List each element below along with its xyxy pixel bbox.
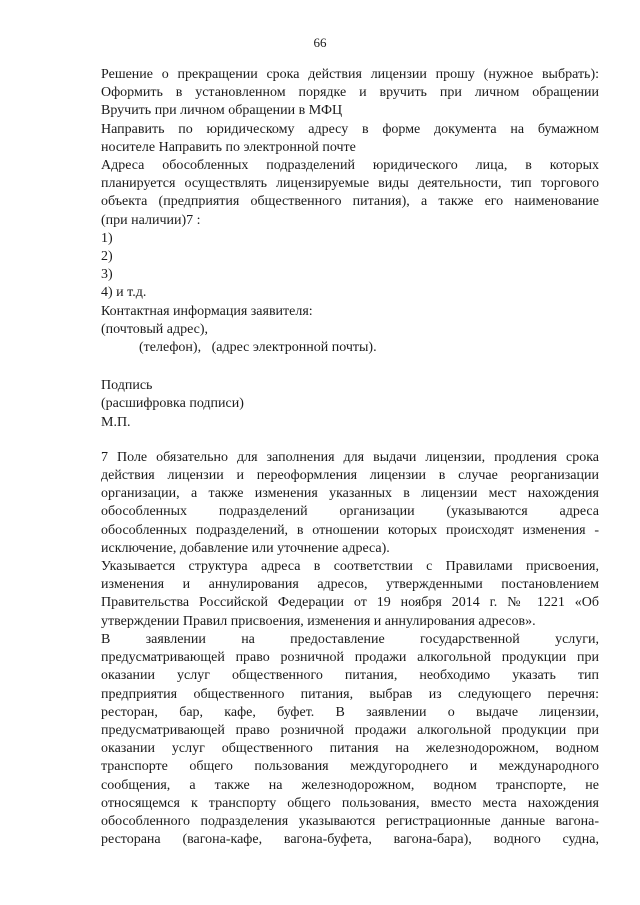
text-line: Направить по юридическому адресу в форме документа на бумажном: [101, 121, 599, 137]
list-item: 1): [101, 230, 113, 246]
text-line: (телефон), (адрес электронной почты).: [139, 340, 377, 356]
text-line: планируется осуществлять лицензируемые виды деятельности, тип торгового: [101, 176, 599, 192]
text-line: Решение о прекращении срока действия лицензии прошу (нужное выбрать):: [101, 67, 599, 82]
list-item: 2): [101, 249, 113, 265]
footnote-line: изменения и аннулирования адресов, утвержденными постановлением: [101, 577, 599, 593]
footnote-line: организации, а также изменения указанных в лицензии мест нахождения: [101, 486, 599, 502]
footnote-line: относящемся к транспорту общего пользования, вместо места нахождения: [101, 795, 599, 811]
footnote-line: сообщения, а также на железнодорожном, водном транспорте, не: [101, 777, 599, 793]
footnote-line: транспорте общего пользования междугороднего и международного: [101, 759, 599, 775]
text-line: Контактная информация заявителя:: [101, 303, 313, 319]
text-line: Адреса обособленных подразделений юридического лица, в которых: [101, 158, 599, 174]
text-line: (почтовый адрес),: [101, 321, 209, 337]
footnote-line: действия лицензии и переоформления лицензии в случае реорганизации: [101, 468, 599, 484]
text-line: Вручить при личном обращении в МФЦ: [101, 103, 343, 119]
document-body: [101, 66, 599, 849]
list-item: 4) и т.д.: [101, 285, 147, 301]
text-line: носителе Направить по электронной почте: [101, 139, 356, 155]
footnote-line: Правительства Российской Федерации от 19 ноября 2014 г. № 1221 «Об: [101, 595, 599, 611]
footnote-line: предусматривающей право розничной продажи алкогольной продукции при: [101, 650, 599, 666]
footnote-line: В заявлении на предоставление государственной услуги,: [101, 631, 599, 647]
text-line: (при наличии)7 :: [101, 212, 201, 228]
footnote-line: ресторана (вагона-кафе, вагона-буфета, вагона-бара), водного судна,: [101, 832, 599, 848]
text-line: Оформить в установленном порядке и вручить при личном обращении: [101, 85, 599, 101]
footnote-line: ресторан, бар, кафе, буфет. В заявлении о выдаче лицензии,: [101, 704, 599, 720]
footnote-line: предприятия общественного питания, выбрав из следующего перечня:: [101, 686, 599, 702]
footnote-line: утверждении Правил присвоения, изменения и аннулирования адресов».: [101, 613, 536, 629]
signature-decode: (расшифровка подписи): [101, 396, 244, 412]
footnote-line: обособленного подразделения указываются регистрационные данные вагона-: [101, 813, 599, 829]
footnote-line: Указывается структура адреса в соответствии с Правилами присвоения,: [101, 559, 599, 575]
footnote-line: предусматривающей право розничной продажи алкогольной продукции при: [101, 722, 599, 738]
footnote-line: исключение, добавление или уточнение адреса).: [101, 540, 390, 556]
signature-label: Подпись: [101, 378, 153, 394]
list-item: 3): [101, 267, 113, 283]
text-line: объекта (предприятия общественного питания), а также его наименование: [101, 194, 599, 210]
footnote-line: оказании услуг общественного питания на железнодорожном, водном: [101, 741, 599, 757]
stamp-label: М.П.: [101, 414, 131, 430]
footnote-line: обособленных подразделений организации (указываются адреса: [101, 504, 599, 520]
page-number: 66: [313, 35, 327, 50]
footnote-line: 7 Поле обязательно для заполнения для выдачи лицензии, продления срока: [101, 449, 599, 465]
footnote-line: обособленных подразделений, в отношении которых происходят изменения -: [101, 522, 599, 538]
footnote-line: оказании услуг общественного питания, необходимо указать тип: [101, 668, 599, 684]
